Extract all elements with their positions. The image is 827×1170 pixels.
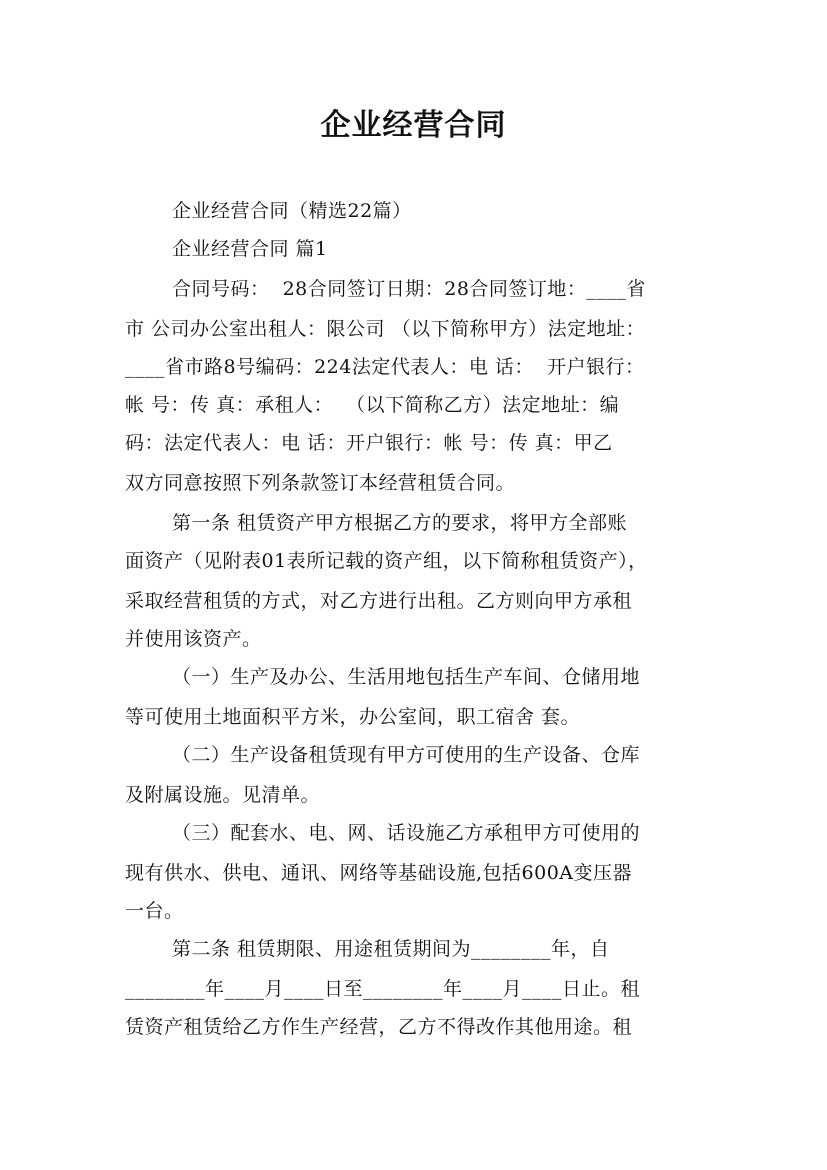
text-line: ____省市路8号编码：224法定代表人：电 话： 开户银行： (125, 356, 645, 378)
text-line: 现有供水、供电、通讯、网络等基础设施,包括600A变压器 (125, 862, 633, 884)
text-line: 并使用该资产。 (125, 628, 262, 650)
text-line: （一）生产及办公、生活用地包括生产车间、仓储用地 (172, 666, 641, 688)
text-line: 采取经营租赁的方式，对乙方进行出租。乙方则向甲方承租 (125, 590, 633, 612)
text-line: 面资产（见附表01表所记载的资产组，以下简称租赁资产）， (125, 550, 648, 572)
text-line: 一台。 (125, 900, 184, 922)
text-line: ________年____月____日至________年____月____日止。租 (125, 978, 641, 1000)
text-line: 及附属设施。见清单。 (125, 784, 321, 806)
text-line: 赁资产租赁给乙方作生产经营，乙方不得改作其他用途。租 (125, 1016, 633, 1038)
text-line: 等可使用土地面积平方米，办公室间，职工宿舍 套。 (125, 706, 581, 728)
text-line: 合同号码： 28合同签订日期：28合同签订地：____省 (172, 278, 646, 300)
text-line-subtitle: 企业经营合同（精选22篇） (172, 200, 412, 222)
text-line: （二）生产设备租赁现有甲方可使用的生产设备、仓库 (172, 744, 641, 766)
text-line: 市 公司办公室出租人：限公司 （以下简称甲方）法定地址： (125, 318, 646, 340)
text-line: （三）配套水、电、网、话设施乙方承租甲方可使用的 (172, 822, 641, 844)
text-line: 码：法定代表人：电 话：开户银行：帐 号：传 真：甲乙 (125, 432, 613, 454)
text-line: 双方同意按照下列条款签订本经营租赁合同。 (125, 472, 516, 494)
text-line: 第二条 租赁期限、用途租赁期间为________年，自 (172, 938, 610, 960)
text-line: 第一条 租赁资产甲方根据乙方的要求，将甲方全部账 (172, 512, 628, 534)
text-line: 帐 号：传 真：承租人： （以下简称乙方）法定地址：编 (125, 394, 620, 416)
text-line-section-heading: 企业经营合同 篇1 (172, 238, 328, 260)
document-title: 企业经营合同 (320, 108, 507, 143)
